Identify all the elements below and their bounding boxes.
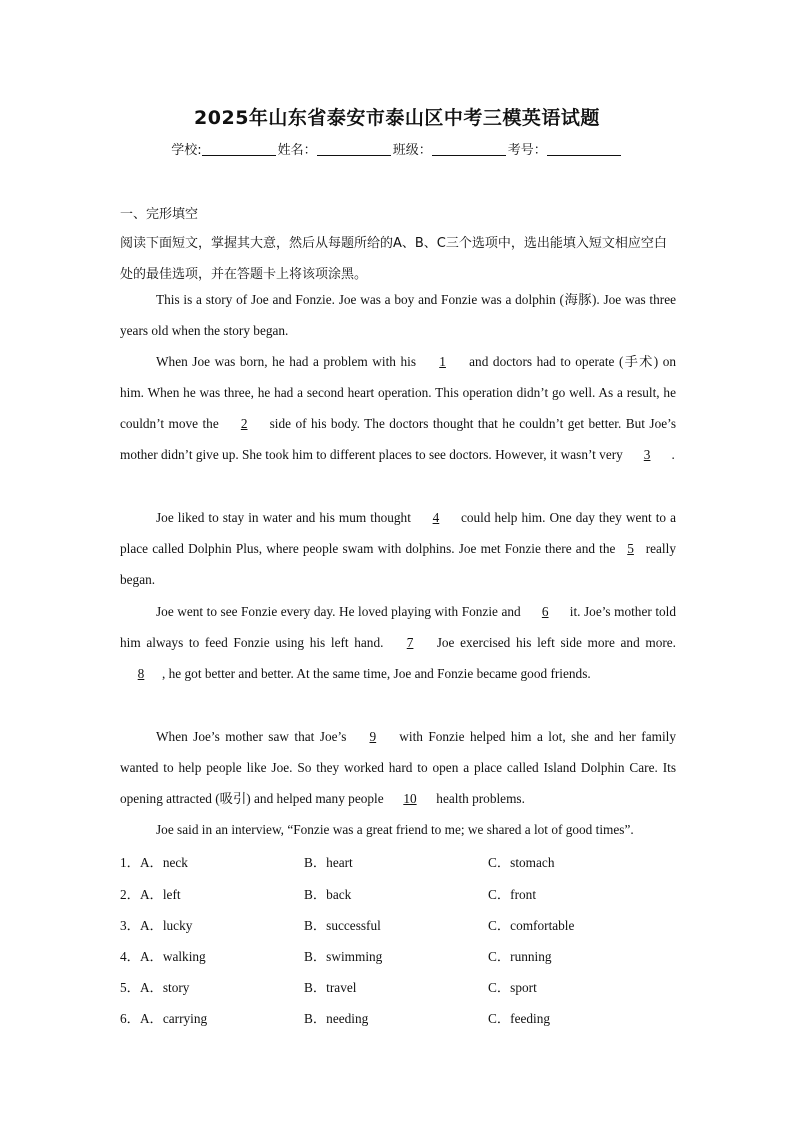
- passage-paragraph-4: Joe went to see Fonzie every day. He loved playing with Fonzie and 6 it. Joe’s mother told him always to feed Fonzie using his left hand. 7 Joe exercised his left side more and more. 8 , he got better and better. At the same time, Joe and Fonzie became good friends.: [120, 596, 676, 689]
- name-blank: [317, 142, 391, 156]
- option-a[interactable]: 1．A．neck: [120, 855, 188, 870]
- option-b[interactable]: B．heart: [304, 855, 353, 870]
- option-c[interactable]: C．sport: [488, 980, 537, 995]
- option-c[interactable]: C．stomach: [488, 855, 555, 870]
- blank-2: 2: [240, 416, 248, 431]
- question-1: [120, 852, 680, 872]
- blank-3: 3: [643, 447, 651, 462]
- passage-paragraph-1: This is a story of Joe and Fonzie. Joe was a boy and Fonzie was a dolphin (海豚). Joe was three years old when the story began.: [120, 292, 676, 338]
- option-a[interactable]: 2．A．left: [120, 887, 181, 902]
- option-a[interactable]: 6．A．carrying: [120, 1011, 208, 1026]
- blank-6: 6: [541, 604, 549, 619]
- question-6: [120, 1008, 680, 1028]
- blank-5: 5: [627, 541, 634, 556]
- question-4: [120, 946, 680, 966]
- class-blank: [432, 142, 506, 156]
- option-b[interactable]: B．successful: [304, 918, 381, 933]
- option-c[interactable]: C．comfortable: [488, 918, 575, 933]
- section-title: 一、完形填空: [120, 207, 199, 222]
- blank-7: 7: [406, 635, 414, 650]
- number-label: 考号：: [507, 143, 547, 158]
- number-blank: [547, 142, 621, 156]
- blank-9: 9: [369, 729, 377, 744]
- passage-paragraph-2: When Joe was born, he had a problem with his 1 and doctors had to operate (手术) on him. When he was three, he had a second heart operation. This operation didn’t go well. As a result, he couldn’t move the 2 side of his body. The doctors thought that he couldn’t get better. But Joe’s mother didn’t give up. She took him to different places to see doctors. However, it wasn’t very 3 .: [120, 346, 676, 470]
- option-b[interactable]: B．swimming: [304, 949, 383, 964]
- passage-paragraph-5: When Joe’s mother saw that Joe’s 9 with Fonzie helped him a lot, she and her family wanted to help people like Joe. So they worked hard to open a place called Island Dolphin Care. Its opening attracted (吸引) and helped many people 10 health problems.: [120, 721, 676, 814]
- question-2: [120, 884, 680, 904]
- passage-paragraph-6: Joe said in an interview, “Fonzie was a great friend to me; we shared a lot of good times”.: [156, 822, 634, 837]
- blank-1: 1: [439, 354, 446, 369]
- option-a[interactable]: 4．A．walking: [120, 949, 206, 964]
- option-b[interactable]: B．travel: [304, 980, 357, 995]
- blank-10: 10: [403, 791, 417, 806]
- instructions: 阅读下面短文，掌握其大意，然后从每题所给的A、B、C三个选项中，选出能填入短文相应空白处的最佳选项，并在答题卡上将该项涂黑。: [120, 236, 667, 282]
- page-title: 2025年山东省泰安市泰山区中考三模英语试题: [194, 107, 600, 129]
- blank-8: 8: [137, 666, 145, 681]
- option-a[interactable]: 5．A．story: [120, 980, 190, 995]
- blank-4: 4: [432, 510, 440, 525]
- option-b[interactable]: B．back: [304, 887, 352, 902]
- option-c[interactable]: C．feeding: [488, 1011, 551, 1026]
- option-c[interactable]: C．front: [488, 887, 537, 902]
- school-label: 学校:: [171, 143, 202, 158]
- option-c[interactable]: C．running: [488, 949, 552, 964]
- student-info-line: [0, 139, 794, 158]
- class-label: 班级：: [392, 143, 432, 158]
- school-blank: [202, 142, 276, 156]
- question-3: [120, 915, 680, 935]
- name-label: 姓名：: [277, 143, 317, 158]
- option-a[interactable]: 3．A．lucky: [120, 918, 193, 933]
- option-b[interactable]: B．needing: [304, 1011, 369, 1026]
- question-5: [120, 977, 680, 997]
- passage-paragraph-3: Joe liked to stay in water and his mum thought 4 could help him. One day they went to a place called Dolphin Plus, where people swam with dolphins. Joe met Fonzie there and the 5 really began.: [120, 502, 676, 595]
